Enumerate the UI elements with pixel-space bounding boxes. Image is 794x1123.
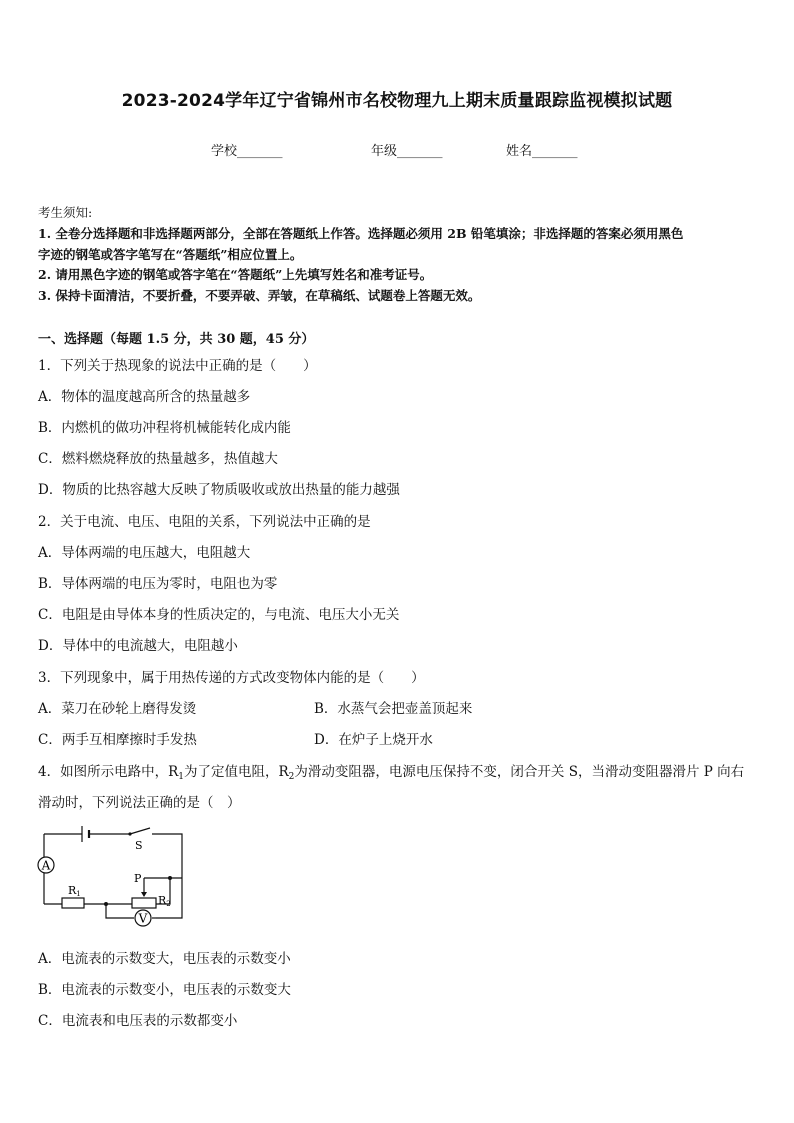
q4-stem-part-1: 4．如图所示电路中，R: [38, 764, 179, 780]
school-field: 学校_______: [211, 144, 283, 159]
q4-r1-subscript: 1: [178, 772, 184, 782]
r1-label-sub: 1: [76, 890, 81, 898]
r1-label: [68, 884, 81, 898]
notice-item-3: [38, 286, 480, 304]
q3-option-c: C．两手互相摩擦时手发热: [38, 732, 197, 748]
q1-option-c: C．燃料燃烧释放的热量越多，热值越大: [38, 451, 278, 467]
notice-item-1-line-2: 字迹的钢笔或答字笔写在“答题纸”相应位置上。: [38, 247, 303, 262]
slider-label: P: [134, 872, 142, 885]
q3-option-d: D．在炉子上烧开水: [314, 732, 433, 748]
r2-label-sub: 2: [166, 900, 171, 908]
voltmeter-label: V: [138, 911, 148, 926]
q3-stem: 3．下列现象中，属于用热传递的方式改变物体内能的是（ ）: [38, 670, 425, 686]
q2-option-c: C．电阻是由导体本身的性质决定的，与电流、电压大小无关: [38, 607, 400, 623]
resistor-r1: [62, 898, 84, 908]
switch-pivot: [128, 832, 131, 835]
notice-item-2-text: 2. 请用黑色字迹的钢笔或答字笔在“答题纸”上先填写姓名和准考证号。: [38, 267, 433, 282]
grade-field: 年级_______: [371, 144, 443, 159]
q1-stem: 1．下列关于热现象的说法中正确的是（ ）: [38, 358, 317, 374]
q2-stem: 2．关于电流、电压、电阻的关系，下列说法中正确的是: [38, 514, 371, 530]
notice-item-2: [38, 265, 432, 283]
slider-top-wire: [144, 878, 170, 886]
resistor-r2: [132, 898, 156, 908]
r2-label-letter: R: [158, 894, 167, 907]
q2-option-d: D．导体中的电流越大，电阻越小: [38, 638, 238, 654]
section-heading: 一、选择题（每题 1.5 分，共 30 题，45 分）: [38, 332, 315, 347]
switch-blade: [130, 828, 150, 834]
q4-r2-subscript: 2: [288, 772, 295, 782]
q4-stem-line-2: 滑动时，下列说法正确的是（ ）: [38, 795, 241, 811]
notice-item-1-cont: [38, 245, 302, 263]
q1-option-b: B．内燃机的做功冲程将机械能转化成内能: [38, 420, 291, 436]
notice-item-1-line-1: 1. 全卷分选择题和非选择题两部分，全部在答题纸上作答。选择题必须用 2B 铅笔填涂；非选择题的答案必须用黑色: [38, 226, 684, 241]
switch-label: S: [135, 839, 143, 852]
junction-dot-left: [104, 902, 108, 906]
q4-stem: [38, 760, 744, 780]
wire-voltmeter-left: [106, 904, 134, 918]
r2-label: [158, 894, 171, 908]
circuit-diagram: [34, 820, 194, 932]
notice-item-3-text: 3. 保持卡面清洁，不要折叠，不要弄破、弄皱，在草稿纸、试题卷上答题无效。: [38, 288, 481, 303]
q1-option-d: D．物质的比热容越大反映了物质吸收或放出热量的能力越强: [38, 482, 400, 498]
q4-option-c: C．电流表和电压表的示数都变小: [38, 1013, 238, 1029]
q4-option-a: A．电流表的示数变大，电压表的示数变小: [38, 951, 291, 967]
name-field: 姓名_______: [506, 144, 578, 159]
q4-stem-part-2: 为了定值电阻，R: [184, 764, 289, 780]
q2-option-b: B．导体两端的电压为零时，电阻也为零: [38, 576, 278, 592]
slider-arrow: [141, 892, 147, 897]
q4-stem-part-3: 为滑动变阻器，电源电压保持不变，闭合开关 S，当滑动变阻器滑片 P 向右: [294, 764, 745, 780]
junction-dot-right: [168, 876, 172, 880]
notice-heading: 考生须知:: [38, 205, 93, 220]
q4-option-b: B．电流表的示数变小，电压表的示数变大: [38, 982, 291, 998]
q3-option-a: A．菜刀在砂轮上磨得发烫: [38, 701, 197, 717]
q1-option-a: A．物体的温度越高所含的热量越多: [38, 389, 251, 405]
r1-label-letter: R: [68, 884, 77, 897]
q2-option-a: A．导体两端的电压越大，电阻越大: [38, 545, 251, 561]
page-title: 2023-2024学年辽宁省锦州市名校物理九上期末质量跟踪监视模拟试题: [121, 91, 673, 111]
notice-item-1: [38, 224, 683, 242]
q3-option-b: B．水蒸气会把壶盖顶起来: [314, 701, 473, 717]
ammeter-label: A: [41, 858, 51, 873]
